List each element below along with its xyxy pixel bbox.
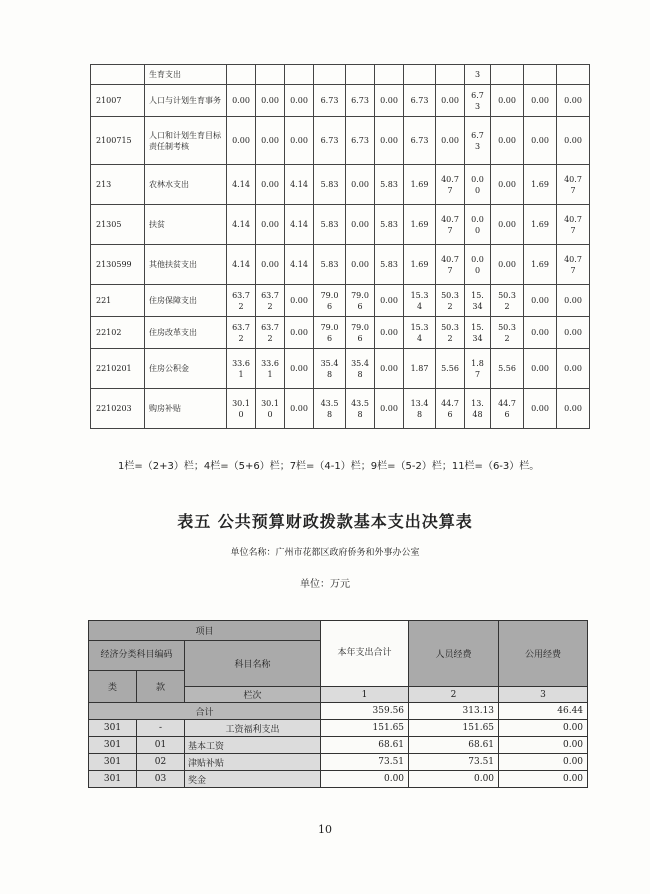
row-value-col-5: 43.5 8 (346, 389, 375, 429)
row-value-col-11: 0.00 (524, 117, 557, 165)
row-value-col-2: 63.7 2 (256, 285, 285, 317)
row-value-col-9: 0.0 0 (465, 245, 491, 285)
row-kuan: 02 (137, 754, 185, 771)
row-subject-name: 生育支出 (145, 65, 227, 85)
row-code: 21305 (91, 205, 145, 245)
row-value-col-6: 0.00 (375, 317, 404, 349)
row-value-col-6: 0.00 (375, 285, 404, 317)
row-value-col-4: 79.0 6 (314, 317, 346, 349)
row-lei: 301 (89, 720, 137, 737)
row-total: 73.51 (321, 754, 409, 771)
row-value-col-9: 6.7 3 (465, 117, 491, 165)
row-subject-name: 农林水支出 (145, 165, 227, 205)
row-value-col-2: 30.1 0 (256, 389, 285, 429)
row-value-col-6: 0.00 (375, 117, 404, 165)
row-subject-name: 人口和计划生育目标责任制考核 (145, 117, 227, 165)
row-value-col-2: 0.00 (256, 165, 285, 205)
row-value-col-4 (314, 65, 346, 85)
row-value-col-1: 4.14 (227, 165, 256, 205)
row-value-col-7: 15.3 4 (404, 317, 436, 349)
row-value-col-1 (227, 65, 256, 85)
row-value-col-10: 50.3 2 (491, 285, 524, 317)
row-value-col-8: 40.7 7 (436, 165, 465, 205)
row-code: 2130599 (91, 245, 145, 285)
row-value-col-9: 1.8 7 (465, 349, 491, 389)
table-row (89, 754, 588, 771)
row-value-col-1: 30.1 0 (227, 389, 256, 429)
row-total: 0.00 (321, 771, 409, 788)
row-public: 0.00 (499, 720, 588, 737)
row-value-col-1: 0.00 (227, 117, 256, 165)
row-value-col-3: 4.14 (285, 205, 314, 245)
row-kuan: 03 (137, 771, 185, 788)
row-value-col-2: 0.00 (256, 245, 285, 285)
row-code: 2100715 (91, 117, 145, 165)
total-label: 合计 (89, 703, 321, 720)
row-value-col-5: 79.0 6 (346, 285, 375, 317)
row-value-col-10: 0.00 (491, 117, 524, 165)
row-value-col-12: 0.00 (557, 285, 590, 317)
row-value-col-12: 40.7 7 (557, 245, 590, 285)
table-row (91, 245, 590, 285)
row-value-col-7 (404, 65, 436, 85)
row-value-col-9: 0.0 0 (465, 205, 491, 245)
row-value-col-7: 6.73 (404, 85, 436, 117)
table-row (91, 117, 590, 165)
row-value-col-11: 0.00 (524, 389, 557, 429)
table-row (91, 285, 590, 317)
table-row (91, 349, 590, 389)
row-code: 21007 (91, 85, 145, 117)
row-lei: 301 (89, 771, 137, 788)
table-row (89, 720, 588, 737)
row-value-col-2: 0.00 (256, 205, 285, 245)
row-value-col-7: 1.69 (404, 165, 436, 205)
row-value-col-10 (491, 65, 524, 85)
row-value-col-5: 35.4 8 (346, 349, 375, 389)
row-total: 151.65 (321, 720, 409, 737)
row-value-col-12: 0.00 (557, 117, 590, 165)
row-personnel: 0.00 (409, 771, 499, 788)
header-lanci: 栏次 (185, 687, 321, 703)
row-value-col-2: 0.00 (256, 117, 285, 165)
row-value-col-8: 5.56 (436, 349, 465, 389)
row-value-col-4: 5.83 (314, 245, 346, 285)
unit-label: 单位：万元 (300, 579, 350, 590)
row-value-col-12: 0.00 (557, 389, 590, 429)
column-formula-note: 1栏=（2+3）栏；4栏=（5+6）栏；7栏=（4-1）栏；9栏=（5-2）栏；11栏=（6-3）栏。 (118, 461, 540, 472)
row-value-col-5: 0.00 (346, 205, 375, 245)
row-subject-name: 其他扶贫支出 (145, 245, 227, 285)
row-value-col-6: 0.00 (375, 85, 404, 117)
row-kuan: 01 (137, 737, 185, 754)
table-row (89, 737, 588, 754)
row-value-col-10: 0.00 (491, 85, 524, 117)
row-value-col-2 (256, 65, 285, 85)
row-value-col-8: 50.3 2 (436, 285, 465, 317)
unit-name: 单位名称：广州市花都区政府侨务和外事办公室 (230, 548, 420, 558)
table-row (91, 165, 590, 205)
header-econ-code: 经济分类科目编码 (89, 641, 185, 671)
row-value-col-3: 0.00 (285, 317, 314, 349)
row-value-col-4: 6.73 (314, 117, 346, 165)
row-kuan: - (137, 720, 185, 737)
row-code: 22102 (91, 317, 145, 349)
row-name: 津贴补贴 (185, 754, 321, 771)
row-value-col-8: 50.3 2 (436, 317, 465, 349)
row-name: 工资福利支出 (185, 720, 321, 737)
row-value-col-11: 1.69 (524, 165, 557, 205)
row-name: 基本工资 (185, 737, 321, 754)
row-value-col-3 (285, 65, 314, 85)
row-public: 0.00 (499, 771, 588, 788)
row-value-col-4: 5.83 (314, 165, 346, 205)
row-value-col-8: 0.00 (436, 85, 465, 117)
row-value-col-2: 0.00 (256, 85, 285, 117)
row-name: 奖金 (185, 771, 321, 788)
row-value-col-5: 0.00 (346, 165, 375, 205)
row-value-col-8 (436, 65, 465, 85)
row-value-col-3: 4.14 (285, 245, 314, 285)
row-value-col-3: 0.00 (285, 285, 314, 317)
row-value-col-7: 1.87 (404, 349, 436, 389)
basic-expenditure-table (88, 620, 588, 788)
row-value-col-10: 44.7 6 (491, 389, 524, 429)
row-value-col-9: 15. 34 (465, 285, 491, 317)
row-code: 221 (91, 285, 145, 317)
row-value-col-1: 63.7 2 (227, 285, 256, 317)
total-personnel: 313.13 (409, 703, 499, 720)
row-value-col-8: 40.7 7 (436, 205, 465, 245)
row-value-col-11: 0.00 (524, 285, 557, 317)
col-index-3: 3 (499, 687, 588, 703)
row-lei: 301 (89, 737, 137, 754)
row-value-col-6: 5.83 (375, 245, 404, 285)
row-value-col-11 (524, 65, 557, 85)
row-subject-name: 住房公积金 (145, 349, 227, 389)
row-value-col-1: 0.00 (227, 85, 256, 117)
table-row (91, 65, 590, 85)
row-personnel: 68.61 (409, 737, 499, 754)
header-lei: 类 (89, 671, 137, 703)
row-value-col-6: 0.00 (375, 389, 404, 429)
row-value-col-12: 0.00 (557, 85, 590, 117)
page-number: 10 (318, 823, 332, 836)
row-value-col-4: 79.0 6 (314, 285, 346, 317)
row-value-col-3: 0.00 (285, 389, 314, 429)
row-public: 0.00 (499, 737, 588, 754)
row-value-col-11: 0.00 (524, 349, 557, 389)
row-public: 0.00 (499, 754, 588, 771)
row-subject-name: 住房改革支出 (145, 317, 227, 349)
row-value-col-8: 0.00 (436, 117, 465, 165)
row-value-col-5: 6.73 (346, 85, 375, 117)
row-value-col-7: 13.4 8 (404, 389, 436, 429)
row-value-col-12: 40.7 7 (557, 205, 590, 245)
row-value-col-6: 5.83 (375, 205, 404, 245)
row-subject-name: 购房补贴 (145, 389, 227, 429)
row-value-col-9: 0.0 0 (465, 165, 491, 205)
row-value-col-11: 0.00 (524, 317, 557, 349)
row-subject-name: 住房保障支出 (145, 285, 227, 317)
col-index-1: 1 (321, 687, 409, 703)
row-value-col-10: 0.00 (491, 245, 524, 285)
row-personnel: 151.65 (409, 720, 499, 737)
table-title: 表五 公共预算财政拨款基本支出决算表 (177, 512, 473, 531)
row-total: 68.61 (321, 737, 409, 754)
row-value-col-3: 0.00 (285, 117, 314, 165)
expenditure-table-top (90, 64, 590, 429)
row-value-col-3: 0.00 (285, 349, 314, 389)
row-value-col-10: 0.00 (491, 205, 524, 245)
row-value-col-1: 33.6 1 (227, 349, 256, 389)
total-public: 46.44 (499, 703, 588, 720)
table-row (91, 205, 590, 245)
table-row (91, 85, 590, 117)
row-code (91, 65, 145, 85)
row-value-col-11: 1.69 (524, 245, 557, 285)
row-value-col-2: 63.7 2 (256, 317, 285, 349)
header-subject-name: 科目名称 (185, 641, 321, 687)
row-subject-name: 人口与计划生育事务 (145, 85, 227, 117)
row-value-col-4: 5.83 (314, 205, 346, 245)
row-value-col-5: 0.00 (346, 245, 375, 285)
table-row (91, 389, 590, 429)
header-personnel: 人员经费 (409, 621, 499, 687)
row-value-col-7: 6.73 (404, 117, 436, 165)
row-value-col-9: 3 (465, 65, 491, 85)
header-kuan: 款 (137, 671, 185, 703)
row-value-col-12: 0.00 (557, 317, 590, 349)
row-value-col-12: 40.7 7 (557, 165, 590, 205)
row-value-col-2: 33.6 1 (256, 349, 285, 389)
row-value-col-3: 4.14 (285, 165, 314, 205)
table-row (91, 317, 590, 349)
row-value-col-5: 79.0 6 (346, 317, 375, 349)
row-value-col-4: 6.73 (314, 85, 346, 117)
row-value-col-11: 1.69 (524, 205, 557, 245)
row-value-col-5: 6.73 (346, 117, 375, 165)
row-value-col-7: 1.69 (404, 245, 436, 285)
row-code: 2210203 (91, 389, 145, 429)
row-code: 2210201 (91, 349, 145, 389)
header-public: 公用经费 (499, 621, 588, 687)
row-value-col-1: 4.14 (227, 205, 256, 245)
row-value-col-4: 43.5 8 (314, 389, 346, 429)
row-value-col-11: 0.00 (524, 85, 557, 117)
row-value-col-10: 5.56 (491, 349, 524, 389)
row-subject-name: 扶贫 (145, 205, 227, 245)
row-value-col-6 (375, 65, 404, 85)
row-value-col-5 (346, 65, 375, 85)
total-value: 359.56 (321, 703, 409, 720)
header-total: 本年支出合计 (321, 621, 409, 687)
row-value-col-1: 63.7 2 (227, 317, 256, 349)
row-value-col-6: 5.83 (375, 165, 404, 205)
row-value-col-4: 35.4 8 (314, 349, 346, 389)
col-index-2: 2 (409, 687, 499, 703)
row-value-col-12 (557, 65, 590, 85)
row-lei: 301 (89, 754, 137, 771)
row-code: 213 (91, 165, 145, 205)
row-value-col-9: 15. 34 (465, 317, 491, 349)
row-value-col-3: 0.00 (285, 85, 314, 117)
table-row (89, 771, 588, 788)
row-value-col-8: 40.7 7 (436, 245, 465, 285)
row-value-col-10: 0.00 (491, 165, 524, 205)
row-value-col-12: 0.00 (557, 349, 590, 389)
row-value-col-1: 4.14 (227, 245, 256, 285)
row-value-col-7: 1.69 (404, 205, 436, 245)
row-personnel: 73.51 (409, 754, 499, 771)
row-value-col-9: 6.7 3 (465, 85, 491, 117)
row-value-col-8: 44.7 6 (436, 389, 465, 429)
row-value-col-7: 15.3 4 (404, 285, 436, 317)
row-value-col-6: 0.00 (375, 349, 404, 389)
header-project: 项目 (89, 621, 321, 641)
row-value-col-10: 50.3 2 (491, 317, 524, 349)
row-value-col-9: 13. 48 (465, 389, 491, 429)
